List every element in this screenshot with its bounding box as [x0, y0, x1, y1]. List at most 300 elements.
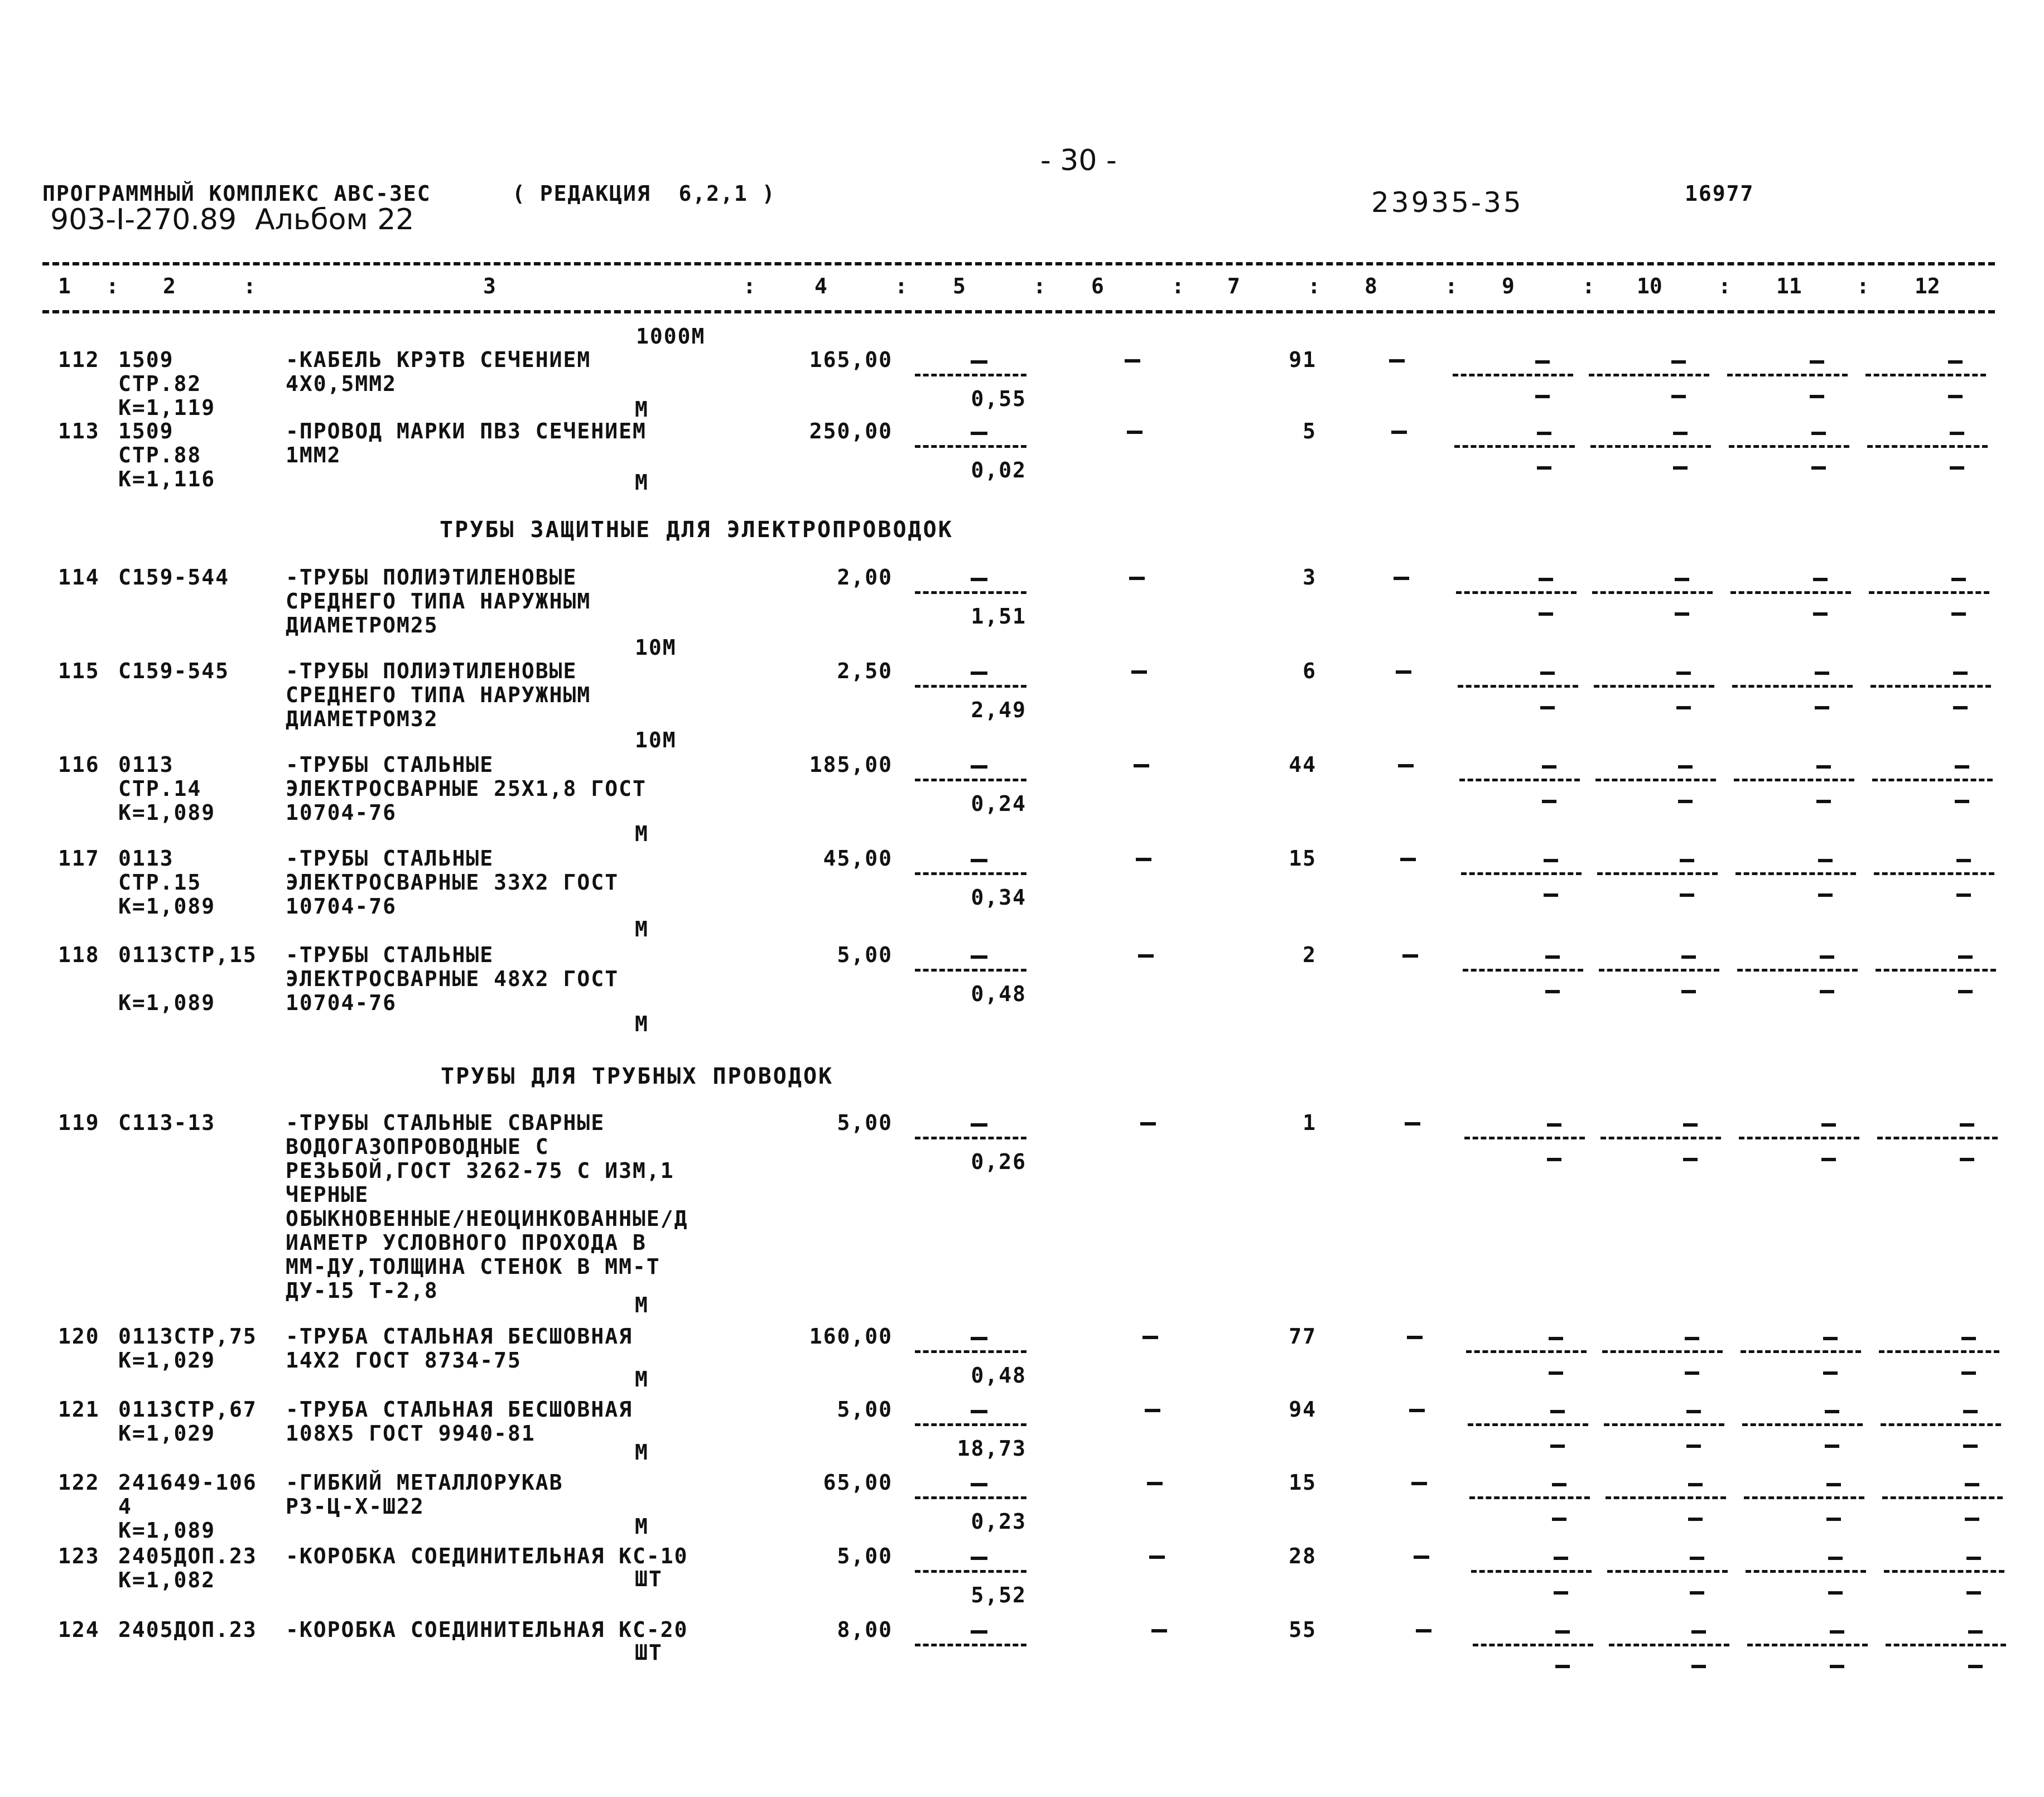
cell-divider-line [1732, 685, 1853, 688]
cell-divider-line [1453, 374, 1573, 376]
row-number: 119 [58, 1110, 100, 1135]
row-number: 117 [58, 846, 100, 871]
empty-cell-dash [1673, 466, 1688, 470]
cell-divider-line [1607, 1570, 1728, 1573]
row-col7-value: 91 [1289, 347, 1317, 372]
row-ref: 2405ДОП.23 [118, 1617, 257, 1642]
row-description: -ТРУБЫ СТАЛЬНЫЕ [286, 943, 494, 967]
row-description: СРЕДНЕГО ТИПА НАРУЖНЫМ [286, 589, 591, 614]
empty-cell-dash [1411, 1482, 1427, 1485]
column-header-8: 8 [1365, 274, 1377, 298]
row-unit: М [635, 470, 649, 495]
row-ref: СТР.82 [118, 371, 202, 396]
row-col7-value: 5 [1303, 419, 1317, 443]
cell-divider-line [1456, 591, 1577, 594]
cell-divider-line [1742, 1423, 1863, 1426]
column-header-5: 5 [953, 274, 966, 298]
cell-divider-line [1727, 374, 1848, 376]
cell-divider-line [915, 872, 1026, 875]
empty-cell-dash [971, 1337, 987, 1340]
empty-cell-dash [1398, 764, 1414, 767]
row-number: 115 [58, 659, 100, 683]
empty-cell-dash [1688, 1518, 1703, 1521]
column-header-3: 3 [483, 274, 496, 298]
empty-cell-dash [1549, 1371, 1563, 1375]
empty-cell-dash [1955, 800, 1969, 803]
row-col7-value: 55 [1289, 1617, 1317, 1642]
column-header-1: 1 [58, 274, 71, 298]
column-header-12: 12 [1915, 274, 1940, 298]
row-ref: К=1,119 [118, 395, 216, 420]
empty-cell-dash [1125, 359, 1140, 363]
empty-cell-dash [1544, 893, 1558, 897]
row-col5-value: 0,48 [971, 982, 1026, 1006]
row-ref: К=1,029 [118, 1348, 216, 1373]
empty-cell-dash [1811, 466, 1826, 470]
cell-divider-line [1869, 591, 1989, 594]
empty-cell-dash [1811, 432, 1826, 435]
section-heading-protective: ТРУБЫ ЗАЩИТНЫЕ ДЛЯ ЭЛЕКТРОПРОВОДОК [440, 517, 953, 543]
row-col5-value: 0,02 [971, 458, 1026, 482]
empty-cell-dash [1968, 1630, 1983, 1634]
empty-cell-dash [1951, 578, 1966, 581]
row-number: 122 [58, 1470, 100, 1495]
empty-cell-dash [1131, 670, 1147, 674]
cell-divider-line [915, 445, 1026, 448]
empty-cell-dash [1963, 1410, 1978, 1413]
empty-cell-dash [1690, 1557, 1704, 1560]
row-ref: 0113СТР,67 [118, 1397, 257, 1422]
cell-divider-line [1886, 1644, 2006, 1646]
empty-cell-dash [1535, 360, 1550, 364]
empty-cell-dash [971, 1630, 987, 1634]
cell-divider-line [1730, 591, 1851, 594]
empty-cell-dash [1400, 858, 1416, 861]
row-ref: 2405ДОП.23 [118, 1544, 257, 1568]
empty-cell-dash [1554, 1557, 1568, 1560]
empty-cell-dash [1815, 672, 1829, 675]
cell-divider-line [1739, 1137, 1859, 1139]
empty-cell-dash [1813, 612, 1828, 616]
cell-divider-line [1595, 779, 1716, 781]
empty-cell-dash [1683, 1158, 1698, 1161]
row-description: -ТРУБА СТАЛЬНАЯ БЕСШОВНАЯ [286, 1324, 633, 1349]
row-ref: 0113 [118, 752, 174, 777]
empty-cell-dash [1540, 672, 1555, 675]
row-description: ОБЫКНОВЕННЫЕ/НЕОЦИНКОВАННЫЕ/Д [286, 1206, 688, 1231]
empty-cell-dash [1389, 359, 1405, 363]
empty-cell-dash [1815, 706, 1829, 709]
empty-cell-dash [1405, 1122, 1420, 1125]
row-quantity: 2,50 [837, 659, 893, 683]
empty-cell-dash [1823, 1337, 1838, 1340]
cell-divider-line [1736, 872, 1856, 875]
row-col7-value: 77 [1289, 1324, 1317, 1349]
empty-cell-dash [1830, 1665, 1844, 1668]
column-separator: : [1033, 274, 1046, 298]
row-ref: К=1,089 [118, 894, 216, 919]
empty-cell-dash [1685, 1337, 1699, 1340]
row-number: 112 [58, 347, 100, 372]
empty-cell-dash [1691, 1665, 1706, 1668]
row-col5-value: 5,52 [971, 1583, 1026, 1607]
empty-cell-dash [1678, 800, 1693, 803]
empty-cell-dash [1686, 1445, 1701, 1448]
empty-cell-dash [1820, 955, 1834, 959]
empty-cell-dash [1955, 765, 1969, 769]
empty-cell-dash [1539, 578, 1553, 581]
empty-cell-dash [1539, 612, 1553, 616]
empty-cell-dash [1810, 360, 1824, 364]
cell-divider-line [1468, 1423, 1588, 1426]
empty-cell-dash [1681, 955, 1696, 959]
empty-cell-dash [1535, 395, 1550, 398]
empty-cell-dash [1956, 859, 1971, 862]
empty-cell-dash [1673, 432, 1688, 435]
empty-cell-dash [1547, 1158, 1561, 1161]
empty-cell-dash [1953, 672, 1968, 675]
empty-cell-dash [971, 859, 987, 862]
cell-divider-line [1865, 374, 1986, 376]
empty-cell-dash [1953, 706, 1968, 709]
row-col7-value: 2 [1303, 943, 1317, 967]
cell-divider-line [1589, 374, 1709, 376]
column-separator: : [1718, 274, 1731, 298]
row-col7-value: 28 [1289, 1544, 1317, 1568]
row-ref: 4 [118, 1494, 132, 1519]
row-col5-value: 0,55 [971, 387, 1026, 411]
empty-cell-dash [1965, 1518, 1979, 1521]
column-separator: : [1857, 274, 1869, 298]
cell-divider-line [1871, 685, 1991, 688]
row-ref: С159-544 [118, 565, 230, 590]
row-col5-value: 2,49 [971, 698, 1026, 722]
row-number: 114 [58, 565, 100, 590]
cell-divider-line [1599, 969, 1719, 972]
handwritten-code: 23935-35 [1371, 186, 1524, 219]
empty-cell-dash [1816, 800, 1831, 803]
document-number: 16977 [1685, 181, 1754, 206]
empty-cell-dash [1821, 1158, 1836, 1161]
empty-cell-dash [1537, 432, 1551, 435]
empty-cell-dash [1544, 859, 1558, 862]
row-quantity: 185,00 [809, 752, 893, 777]
empty-cell-dash [1127, 431, 1142, 434]
row-description: -ТРУБЫ ПОЛИЭТИЛЕНОВЫЕ [286, 659, 577, 683]
header-top-rule [42, 262, 1995, 265]
empty-cell-dash [1149, 1556, 1165, 1559]
empty-cell-dash [1134, 764, 1149, 767]
row-col7-value: 3 [1303, 565, 1317, 590]
empty-cell-dash [971, 1557, 987, 1560]
empty-cell-dash [1402, 954, 1418, 958]
column-separator: : [243, 274, 256, 298]
row-description: -ТРУБЫ ПОЛИЭТИЛЕНОВЫЕ [286, 565, 577, 590]
empty-cell-dash [1950, 432, 1964, 435]
empty-cell-dash [1685, 1371, 1699, 1375]
empty-cell-dash [1545, 990, 1560, 993]
empty-cell-dash [1950, 466, 1964, 470]
row-description: ЭЛЕКТРОСВАРНЫЕ 48Х2 ГОСТ [286, 967, 619, 991]
row-unit: М [635, 1514, 649, 1539]
empty-cell-dash [1671, 360, 1686, 364]
cell-divider-line [1609, 1644, 1729, 1646]
row-ref: 0113СТР,75 [118, 1324, 257, 1349]
row-quantity: 5,00 [837, 1110, 893, 1135]
empty-cell-dash [1958, 955, 1973, 959]
empty-cell-dash [1409, 1409, 1425, 1412]
row-quantity: 165,00 [809, 347, 893, 372]
cell-divider-line [1876, 969, 1996, 972]
cell-divider-line [915, 374, 1026, 376]
empty-cell-dash [1416, 1629, 1431, 1632]
row-col5-value: 0,48 [971, 1363, 1026, 1388]
row-description: -КОРОБКА СОЕДИНИТЕЛЬНАЯ КС-10 [286, 1544, 688, 1568]
row-unit: М [635, 397, 649, 422]
empty-cell-dash [1816, 765, 1831, 769]
empty-cell-dash [1552, 1518, 1566, 1521]
row-description: -ТРУБЫ СТАЛЬНЫЕ [286, 846, 494, 871]
row-col7-value: 94 [1289, 1397, 1317, 1422]
row-col7-value: 15 [1289, 846, 1317, 871]
empty-cell-dash [1828, 1557, 1843, 1560]
cell-divider-line [1729, 445, 1849, 448]
row-col5-value: 0,26 [971, 1149, 1026, 1174]
empty-cell-dash [1151, 1629, 1167, 1632]
empty-cell-dash [1825, 1445, 1839, 1448]
empty-cell-dash [1968, 1665, 1983, 1668]
empty-cell-dash [1542, 765, 1556, 769]
row-description: ДИАМЕТРОМ25 [286, 613, 438, 637]
row-unit: 10М [635, 728, 677, 752]
empty-cell-dash [1550, 1445, 1565, 1448]
empty-cell-dash [1951, 612, 1966, 616]
column-header-2: 2 [163, 274, 176, 298]
row-quantity: 45,00 [823, 846, 893, 871]
empty-cell-dash [1554, 1591, 1568, 1595]
row-quantity: 5,00 [837, 943, 893, 967]
cell-divider-line [915, 1423, 1026, 1426]
empty-cell-dash [1136, 858, 1151, 861]
cell-divider-line [915, 779, 1026, 781]
row-ref: 1509 [118, 419, 174, 443]
row-col7-value: 1 [1303, 1110, 1317, 1135]
cell-divider-line [1473, 1644, 1593, 1646]
column-header-6: 6 [1091, 274, 1104, 298]
cell-divider-line [1602, 1350, 1723, 1353]
cell-divider-line [1606, 1496, 1726, 1499]
column-separator: : [1445, 274, 1458, 298]
empty-cell-dash [971, 1483, 987, 1486]
empty-cell-dash [1966, 1591, 1981, 1595]
album-label: 903-I-270.89 Альбом 22 [50, 203, 414, 236]
row-description: -ТРУБЫ СТАЛЬНЫЕ СВАРНЫЕ [286, 1110, 605, 1135]
empty-cell-dash [1691, 1630, 1706, 1634]
column-header-11: 11 [1776, 274, 1802, 298]
cell-divider-line [1463, 969, 1583, 972]
cell-divider-line [1882, 1496, 2003, 1499]
row-description: РЕЗЬБОЙ,ГОСТ 3262-75 С ИЗМ,1 [286, 1158, 674, 1183]
empty-cell-dash [1145, 1409, 1160, 1412]
column-separator: : [895, 274, 908, 298]
row-ref: 1509 [118, 347, 174, 372]
empty-cell-dash [1555, 1630, 1570, 1634]
edition-label: ( РЕДАКЦИЯ 6,2,1 ) [512, 181, 776, 206]
row-unit: М [635, 1012, 649, 1036]
row-col5-value: 18,73 [957, 1436, 1026, 1461]
empty-cell-dash [1147, 1482, 1163, 1485]
row-number: 116 [58, 752, 100, 777]
empty-cell-dash [1540, 706, 1555, 709]
row-unit: М [635, 1367, 649, 1392]
row-col5-value: 0,24 [971, 791, 1026, 816]
cell-divider-line [1867, 445, 1988, 448]
empty-cell-dash [971, 765, 987, 769]
empty-cell-dash [1818, 859, 1833, 862]
empty-cell-dash [971, 955, 987, 959]
cell-divider-line [1604, 1423, 1724, 1426]
row-quantity: 2,00 [837, 565, 893, 590]
column-separator: : [106, 274, 119, 298]
empty-cell-dash [1965, 1483, 1979, 1486]
row-description: 10704-76 [286, 991, 397, 1015]
row-number: 121 [58, 1397, 100, 1422]
empty-cell-dash [1138, 954, 1154, 958]
empty-cell-dash [1821, 1123, 1836, 1127]
empty-cell-dash [1555, 1665, 1570, 1668]
row-col5-value: 0,23 [971, 1509, 1026, 1534]
cell-divider-line [915, 685, 1026, 688]
empty-cell-dash [1678, 765, 1693, 769]
row-col7-value: 44 [1289, 752, 1317, 777]
empty-cell-dash [1552, 1483, 1566, 1486]
empty-cell-dash [1675, 612, 1689, 616]
row-ref: СТР.14 [118, 776, 202, 801]
empty-cell-dash [1142, 1336, 1158, 1339]
empty-cell-dash [971, 1123, 987, 1127]
empty-cell-dash [1686, 1410, 1701, 1413]
empty-cell-dash [1545, 955, 1560, 959]
row-unit: 10М [635, 635, 677, 660]
empty-cell-dash [971, 578, 987, 581]
empty-cell-dash [1676, 672, 1691, 675]
empty-cell-dash [1140, 1122, 1156, 1125]
cell-divider-line [1466, 1350, 1587, 1353]
cell-divider-line [1594, 685, 1714, 688]
cell-divider-line [1601, 1137, 1721, 1139]
row-description: ММ-ДУ,ТОЛЩИНА СТЕНОК В ММ-Т [286, 1254, 661, 1279]
empty-cell-dash [1823, 1371, 1838, 1375]
empty-cell-dash [1549, 1337, 1563, 1340]
cell-divider-line [915, 1137, 1026, 1139]
empty-cell-dash [971, 1410, 987, 1413]
empty-cell-dash [1966, 1557, 1981, 1560]
row-description: -ТРУБЫ СТАЛЬНЫЕ [286, 752, 494, 777]
row-col7-value: 15 [1289, 1470, 1317, 1495]
row-number: 123 [58, 1544, 100, 1568]
empty-cell-dash [1688, 1483, 1703, 1486]
cell-divider-line [915, 969, 1026, 972]
row-col5-value: 0,34 [971, 885, 1026, 910]
row-description: -ТРУБА СТАЛЬНАЯ БЕСШОВНАЯ [286, 1397, 633, 1422]
cell-divider-line [1747, 1644, 1868, 1646]
row-ref: 0113СТР,15 [118, 943, 257, 967]
cell-divider-line [915, 1496, 1026, 1499]
row-ref: К=1,089 [118, 800, 216, 825]
empty-cell-dash [1542, 800, 1556, 803]
row-unit: ШТ [635, 1567, 663, 1591]
row-ref: С159-545 [118, 659, 230, 683]
row-description: ЧЕРНЫЕ [286, 1182, 369, 1207]
empty-cell-dash [1963, 1445, 1978, 1448]
empty-cell-dash [971, 360, 987, 364]
row-unit: М [635, 917, 649, 941]
empty-cell-dash [1961, 1371, 1976, 1375]
empty-cell-dash [1675, 578, 1689, 581]
column-separator: : [1582, 274, 1595, 298]
cell-divider-line [1597, 872, 1718, 875]
row-number: 118 [58, 943, 100, 967]
row-ref: К=1,089 [118, 1518, 216, 1543]
empty-cell-dash [1396, 670, 1411, 674]
program-title: ПРОГРАММНЫЙ КОМПЛЕКС АВС-3ЕС [42, 181, 431, 206]
empty-cell-dash [1407, 1336, 1423, 1339]
empty-cell-dash [1828, 1591, 1843, 1595]
empty-cell-dash [1690, 1591, 1704, 1595]
page-number: - 30 - [1040, 144, 1117, 177]
row-description: 1ММ2 [286, 443, 341, 467]
column-separator: : [1172, 274, 1184, 298]
row-description: 14Х2 ГОСТ 8734-75 [286, 1348, 522, 1373]
row-description: ЭЛЕКТРОСВАРНЫЕ 25Х1,8 ГОСТ [286, 776, 647, 801]
column-header-7: 7 [1227, 274, 1240, 298]
row-description: 10704-76 [286, 800, 397, 825]
row-description: ВОДОГАЗОПРОВОДНЫЕ С [286, 1134, 549, 1159]
row-quantity: 160,00 [809, 1324, 893, 1349]
cell-divider-line [1469, 1496, 1590, 1499]
row-description: ДУ-15 Т-2,8 [286, 1278, 438, 1303]
column-separator: : [1308, 274, 1320, 298]
row-unit: ШТ [635, 1640, 663, 1665]
row-quantity: 5,00 [837, 1397, 893, 1422]
cell-divider-line [1879, 1350, 1999, 1353]
cell-divider-line [1471, 1570, 1592, 1573]
empty-cell-dash [1825, 1410, 1839, 1413]
empty-cell-dash [1550, 1410, 1565, 1413]
empty-cell-dash [1948, 395, 1963, 398]
empty-cell-dash [1671, 395, 1686, 398]
row-description: СРЕДНЕГО ТИПА НАРУЖНЫМ [286, 683, 591, 707]
empty-cell-dash [1826, 1518, 1841, 1521]
cell-divider-line [915, 1644, 1026, 1646]
row-col7-value: 6 [1303, 659, 1317, 683]
row-ref: К=1,116 [118, 467, 216, 491]
row-ref: С113-13 [118, 1110, 216, 1135]
empty-cell-dash [1676, 706, 1691, 709]
row-ref: 241649-106 [118, 1470, 257, 1495]
row-description: -КАБЕЛЬ КРЭТВ СЕЧЕНИЕМ [286, 347, 591, 372]
cell-divider-line [1592, 591, 1713, 594]
row-ref: СТР.15 [118, 870, 202, 895]
empty-cell-dash [1818, 893, 1833, 897]
cell-divider-line [1734, 779, 1854, 781]
cell-divider-line [915, 591, 1026, 594]
column-header-9: 9 [1502, 274, 1515, 298]
row-description: ИАМЕТР УСЛОВНОГО ПРОХОДА В [286, 1230, 647, 1255]
empty-cell-dash [1826, 1483, 1841, 1486]
empty-cell-dash [1681, 990, 1696, 993]
cell-divider-line [1874, 872, 1994, 875]
